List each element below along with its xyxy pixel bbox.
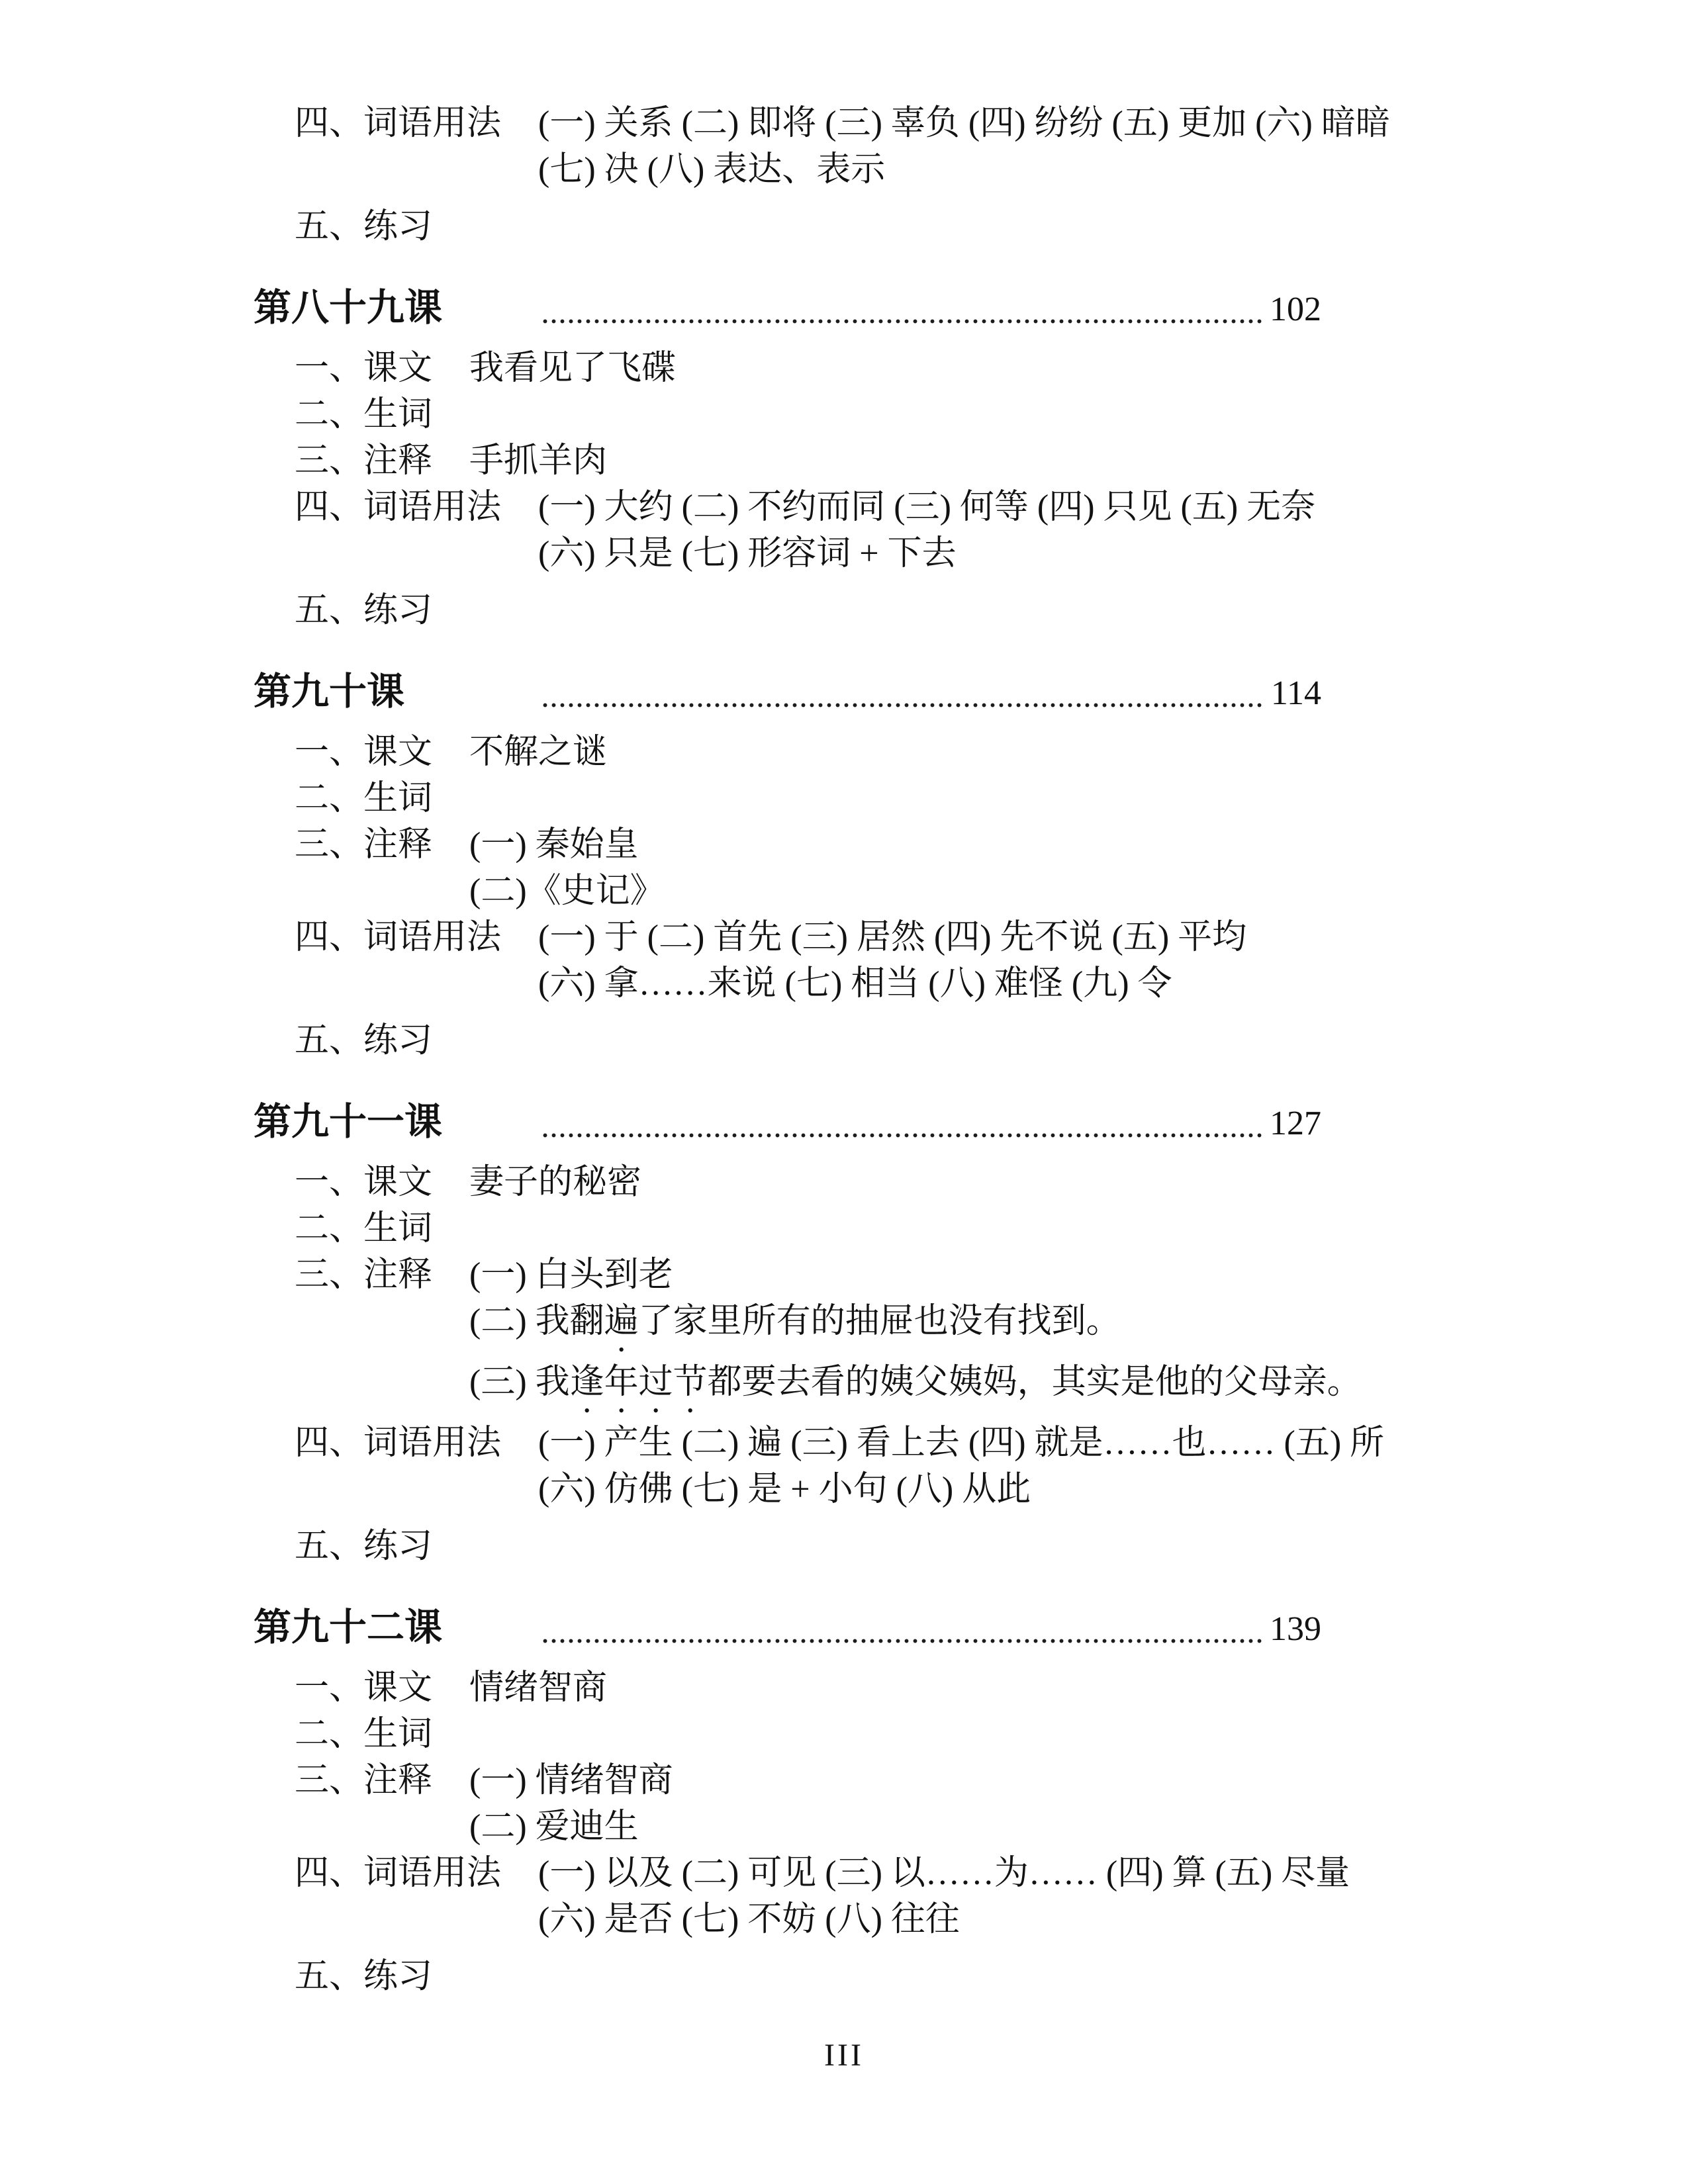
emphasized-word: 遍: [604, 1302, 639, 1340]
toc-item: [295, 1160, 1321, 1206]
content-text: (二) 我翻: [469, 1302, 604, 1340]
toc-section: [254, 281, 1321, 634]
toc-item-content-line: [469, 1298, 1362, 1359]
toc-item-label: 五、练习: [295, 1022, 433, 1060]
toc-item: [295, 822, 1321, 915]
toc-item-label: 四、词语用法: [295, 1854, 502, 1892]
toc-item-content: [469, 729, 607, 776]
toc-item-content: [469, 1758, 673, 1850]
toc-item: [295, 1954, 1321, 2000]
toc-item-content-line: 情绪智商: [469, 1669, 608, 1707]
toc-item-label: 五、练习: [295, 592, 433, 629]
toc-item-label: 四、词语用法: [295, 919, 502, 956]
toc-item: [295, 1711, 1321, 1758]
toc-item-label: 二、生词: [295, 1210, 433, 1248]
toc-item-label: 三、注释: [295, 1256, 433, 1294]
toc-item: [295, 1850, 1350, 1943]
toc-item-label: 五、练习: [295, 1527, 433, 1565]
toc-item-label: 四、词语用法: [295, 105, 502, 142]
toc-item-label: 四、词语用法: [295, 1424, 502, 1462]
lesson-heading: [254, 1095, 1321, 1152]
toc-item-content: [538, 1420, 1384, 1513]
toc-item: [295, 1524, 1321, 1570]
content-text: (三) 我: [469, 1363, 570, 1401]
toc-item: [295, 438, 1321, 484]
toc-item: [295, 729, 1321, 776]
content-text: 都要去看的姨父姨妈，其实是他的父母亲。: [707, 1363, 1362, 1401]
toc-item-content-line: (一) 关系 (二) 即将 (三) 辜负 (四) 纷纷 (五) 更加 (六) 暗暗: [538, 105, 1390, 142]
toc-item-label: 三、注释: [295, 826, 433, 864]
dot-leader: [541, 702, 1264, 708]
lesson-heading: [254, 281, 1321, 338]
lesson-title: 第九十一课: [254, 1101, 442, 1143]
dot-leader: [541, 318, 1263, 324]
toc-item-content-line: (七) 决 (八) 表达、表示: [538, 151, 886, 189]
toc-item-content-line: (六) 仿佛 (七) 是 + 小句 (八) 从此: [538, 1471, 1031, 1508]
toc-item-label: 一、课文: [295, 1669, 433, 1707]
toc-item-label: 一、课文: [295, 349, 433, 387]
toc-item-content: [538, 484, 1315, 577]
toc-item: [295, 1665, 1321, 1711]
lesson-page-number: 127: [1270, 1105, 1321, 1142]
toc-item-label: 二、生词: [295, 780, 433, 817]
toc-item: [295, 392, 1321, 438]
table-of-contents: [254, 101, 1390, 2008]
lesson-title: 第九十二课: [254, 1607, 442, 1649]
lesson-title: 第九十课: [254, 671, 404, 713]
toc-item-content-line: 妻子的秘密: [469, 1163, 642, 1201]
dot-leader: [541, 1638, 1263, 1644]
toc-item-content: [538, 915, 1246, 1007]
lesson-page-number: 114: [1270, 674, 1321, 712]
toc-item-content: [469, 438, 607, 484]
toc-item: [295, 101, 1390, 193]
toc-item-content-line: (六) 拿……来说 (七) 相当 (八) 难怪 (九) 令: [538, 965, 1172, 1003]
toc-item-content-line: [469, 1359, 1362, 1420]
toc-item-label: 五、练习: [295, 1958, 433, 1995]
toc-item-label: 一、课文: [295, 733, 433, 771]
toc-item-content-line: (一) 于 (二) 首先 (三) 居然 (四) 先不说 (五) 平均: [538, 919, 1247, 956]
toc-item-content-line: (一) 产生 (二) 遍 (三) 看上去 (四) 就是……也…… (五) 所: [538, 1424, 1385, 1462]
toc-item: [295, 915, 1321, 1007]
toc-section: [254, 1600, 1350, 2000]
toc-item-content: [469, 822, 665, 915]
toc-item: [295, 345, 1321, 392]
toc-item-content-line: (一) 情绪智商: [469, 1762, 673, 1799]
toc-item-content-line: (一) 白头到老: [469, 1256, 673, 1294]
page-footer-number: III: [824, 2038, 864, 2073]
toc-item-content-line: (一) 以及 (二) 可见 (三) 以……为…… (四) 算 (五) 尽量: [538, 1854, 1350, 1892]
lesson-page-number: 102: [1270, 291, 1321, 328]
toc-item: [295, 1252, 1362, 1420]
toc-item-content: [538, 1850, 1350, 1943]
toc-item: [295, 1420, 1385, 1513]
toc-item-label: 四、词语用法: [295, 488, 502, 526]
lesson-heading: [254, 664, 1321, 721]
toc-item-content-line: (二) 爱迪生: [469, 1808, 639, 1846]
toc-section: [254, 101, 1390, 250]
toc-item-content-line: (六) 只是 (七) 形容词 + 下去: [538, 535, 957, 572]
toc-item-label: 二、生词: [295, 1715, 433, 1753]
lesson-title: 第八十九课: [254, 287, 442, 329]
toc-item: [295, 1018, 1321, 1064]
toc-item: [295, 776, 1321, 822]
toc-item-label: 五、练习: [295, 208, 433, 246]
toc-item-content-line: 我看见了飞碟: [469, 349, 677, 387]
toc-section: [254, 1095, 1385, 1570]
toc-item-content: [538, 101, 1390, 193]
toc-item-label: 一、课文: [295, 1163, 433, 1201]
toc-item-content: [469, 345, 676, 392]
toc-item-label: 三、注释: [295, 442, 433, 480]
toc-item-content-line: (一) 大约 (二) 不约而同 (三) 何等 (四) 只见 (五) 无奈: [538, 488, 1316, 526]
lesson-page-number: 139: [1270, 1610, 1321, 1648]
emphasized-word: 逢年过节: [569, 1363, 708, 1401]
toc-item: [295, 1758, 1321, 1850]
toc-item-content-line: 手抓羊肉: [469, 442, 608, 480]
toc-item: [295, 1206, 1321, 1252]
lesson-heading: [254, 1600, 1321, 1657]
toc-section: [254, 664, 1321, 1064]
dot-leader: [541, 1132, 1263, 1138]
toc-item-label: 二、生词: [295, 396, 433, 433]
toc-item-content-line: (一) 秦始皇: [469, 826, 639, 864]
content-text: 了家里所有的抽屉也没有找到。: [638, 1302, 1121, 1340]
toc-item-content: [469, 1252, 1362, 1420]
toc-item: [295, 204, 1321, 250]
toc-item-content-line: 不解之谜: [469, 733, 608, 771]
toc-item-content-line: (六) 是否 (七) 不妨 (八) 往往: [538, 1901, 960, 1938]
toc-item-content-line: (二)《史记》: [469, 872, 665, 910]
toc-item-content: [469, 1665, 607, 1711]
toc-item-content: [469, 1160, 641, 1206]
toc-item-label: 三、注释: [295, 1762, 433, 1799]
toc-item: [295, 588, 1321, 634]
toc-item: [295, 484, 1321, 577]
